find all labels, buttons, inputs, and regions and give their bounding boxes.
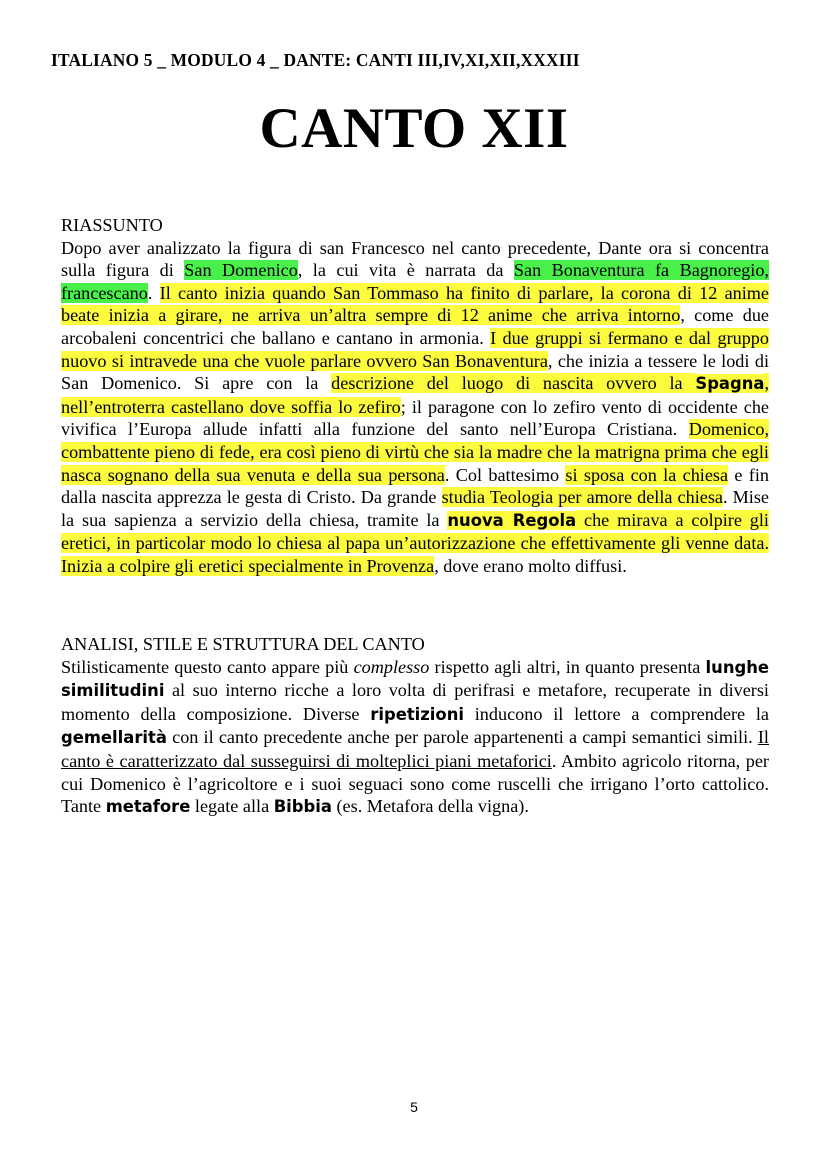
- text-run: con il canto precedente anche per parole appartenenti a campi semantici simili.: [166, 727, 758, 748]
- text-run: , come due arcobaleni concentrici che ballano e cantano in armonia.: [61, 305, 769, 348]
- highlight-yellow-bold: Spagna: [695, 374, 765, 394]
- underlined-sentence: Il canto è caratterizzato dal susseguirsi di molteplici piani metaforici: [61, 727, 769, 771]
- highlight-yellow: Domenico, combattente pieno di fede, era così pieno di virtù che sia la madre che la matrigna prima che egli nasca sognano della sua venuta e della sua persona: [61, 419, 769, 485]
- riassunto-section: [61, 214, 769, 578]
- highlight-yellow: , nell’entroterra castellano dove soffia lo zefiro: [61, 373, 769, 417]
- text-run: legate alla: [190, 796, 274, 817]
- bold-term: ripetizioni: [370, 704, 464, 724]
- analisi-heading: ANALISI, STILE E STRUTTURA DEL CANTO: [61, 634, 425, 654]
- text-run: , dove erano molto diffusi.: [434, 555, 627, 576]
- text-run: , la cui vita è narrata da: [297, 260, 514, 281]
- text-run: . Col battesimo: [444, 464, 566, 485]
- highlight-yellow: studia Teologia per amore della chiesa: [441, 487, 723, 508]
- page-number: 5: [410, 1099, 418, 1115]
- highlight-yellow: I due gruppi si fermano e dal gruppo nuovo si intravede una che vuole parlare ovvero San Bonaventura: [61, 327, 769, 371]
- highlight-yellow: Il canto inizia quando San Tommaso ha finito di parlare, la corona di 12 anime beate inizia a girare, ne arriva un’altra sempre di 12 anime che arriva intorno: [61, 282, 770, 326]
- highlight-yellow: si sposa con la chiesa: [565, 464, 729, 485]
- analisi-section: [61, 633, 769, 819]
- page-title: CANTO XII: [259, 97, 569, 160]
- italic-term: complesso: [353, 656, 430, 677]
- text-run: . Mise la sua sapienza a servizio della chiesa, tramite la: [61, 487, 769, 530]
- text-run: ; il paragone con lo zefiro vento di occidente che vivifica l’Europa allude infatti alla funzione del santo nell’Europa Cristiana.: [61, 396, 769, 440]
- text-run: . Ambito agricolo ritorna, per cui Domenico è l’agricoltore e i suoi seguaci sono come ruscelli che irrigano l’orto cattolico. Tante: [61, 750, 769, 817]
- text-run: (es. Metafora della vigna).: [331, 796, 529, 817]
- highlight-yellow-bold: nuova Regola: [447, 510, 577, 530]
- text-run: al suo interno ricche a loro volta di perifrasi e metafore, recuperate in diversi momento della composizione. Diverse: [61, 680, 769, 724]
- document-header: ITALIANO 5 _ MODULO 4 _ DANTE: CANTI III,IV,XI,XII,XXXIII: [51, 50, 580, 70]
- highlight-yellow: descrizione del luogo di nascita ovvero la: [331, 373, 696, 394]
- text-run: rispetto agli altri, in quanto presenta: [429, 656, 706, 677]
- highlight-yellow: che mirava a colpire gli eretici, in particolar modo lo chiesa al papa un’autorizzazione che effettivamente gli venne data. Inizia a colpire gli eretici specialmente in Provenza: [61, 509, 769, 576]
- bold-term: lunghe similitudini: [61, 657, 770, 701]
- text-run: Stilisticamente questo canto appare più: [61, 656, 354, 677]
- highlight-green: San Bonaventura fa Bagnoregio, francescano: [61, 260, 769, 303]
- text-run: , che inizia a tessere le lodi di San Domenico. Si apre con la: [61, 350, 769, 394]
- highlight-green: San Domenico: [184, 260, 298, 281]
- riassunto-heading: RIASSUNTO: [61, 215, 163, 235]
- bold-term: gemellarità: [61, 728, 167, 748]
- riassunto-paragraph: [61, 237, 769, 578]
- text-run: e fin dalla nascita apprezza le gesta di Cristo. Da grande: [61, 464, 769, 508]
- text-run: .: [147, 282, 160, 303]
- text-run: inducono il lettore a comprendere la: [463, 703, 769, 724]
- analisi-paragraph: [61, 656, 769, 819]
- bold-term: Bibbia: [273, 797, 332, 817]
- text-run: Dopo aver analizzato la figura di san Francesco nel canto precedente, Dante ora si concentra sulla figura di: [61, 237, 769, 281]
- bold-term: metafore: [105, 797, 191, 817]
